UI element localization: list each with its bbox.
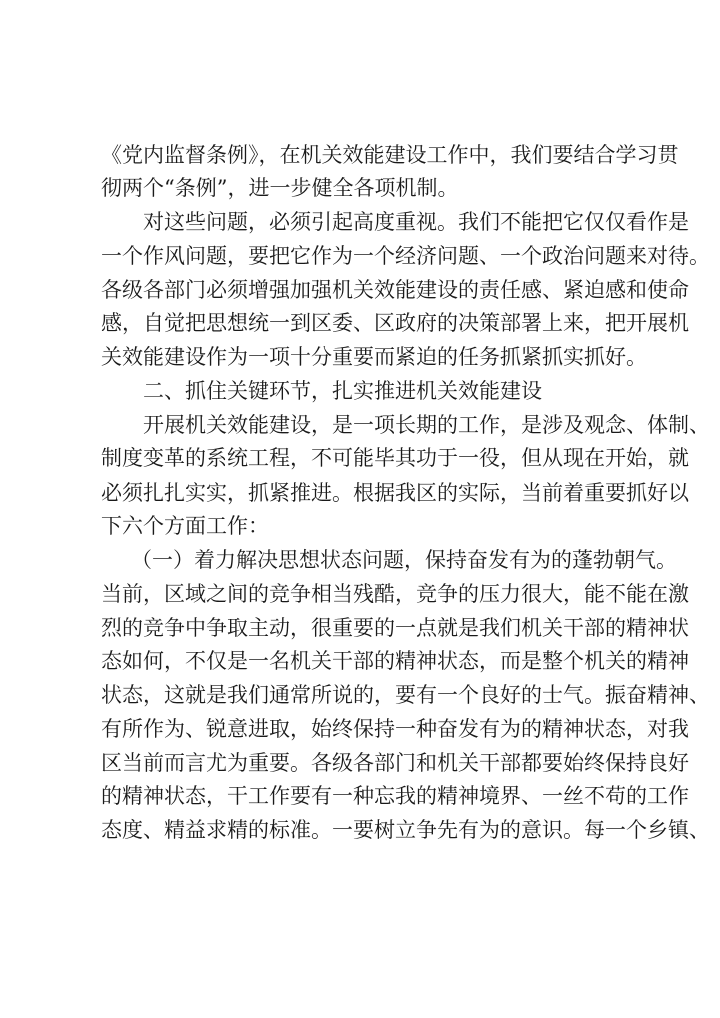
text-line: 各级各部门必须增强加强机关效能建设的责任感、紧迫感和使命 [101,278,689,302]
text-line: 关效能建设作为一项十分重要而紧迫的任务抓紧抓实抓好。 [101,345,647,369]
text-line: 《党内监督条例》，在机关效能建设工作中，我们要结合学习贯 [101,143,679,167]
text-line: 区当前而言尤为重要。各级各部门和机关干部都要始终保持良好 [101,751,689,775]
text-line: 一个作风问题，要把它作为一个经济问题、一个政治问题来对待。 [101,244,710,268]
text-line: 烈的竞争中争取主动，很重要的一点就是我们机关干部的精神状 [101,616,689,640]
text-line: 状态，这就是我们通常所说的，要有一个良好的士气。振奋精神、 [101,683,710,707]
text-line: 有所作为、锐意进取，始终保持一种奋发有为的精神状态，对我 [101,717,689,741]
text-line: 对这些问题，必须引起高度重视。我们不能把它仅仅看作是 [143,210,689,234]
text-line: 下六个方面工作： [101,514,269,538]
subsection-heading: （一）着力解决思想状态问题，保持奋发有为的蓬勃朝气。 [131,548,677,572]
text-line: 态如何，不仅是一名机关干部的精神状态，而是整个机关的精神 [101,649,689,673]
text-line: 当前，区域之间的竞争相当残酷，竞争的压力很大，能不能在激 [101,582,689,606]
text-line: 感，自觉把思想统一到区委、区政府的决策部署上来，把开展机 [101,311,689,335]
text-line: 必须扎扎实实，抓紧推进。根据我区的实际，当前着重要抓好以 [101,481,689,505]
section-heading: 二、抓住关键环节，扎实推进机关效能建设 [143,379,542,403]
text-line: 态度、精益求精的标准。一要树立争先有为的意识。每一个乡镇、 [101,818,710,842]
text-line: 制度变革的系统工程，不可能毕其功于一役，但从现在开始，就 [101,446,689,470]
text-line: 的精神状态，干工作要有一种忘我的精神境界、一丝不苟的工作 [101,784,689,808]
text-line: 开展机关效能建设，是一项长期的工作，是涉及观念、体制、 [143,413,710,437]
text-line: 彻两个“条例”，进一步健全各项机制。 [101,176,459,200]
